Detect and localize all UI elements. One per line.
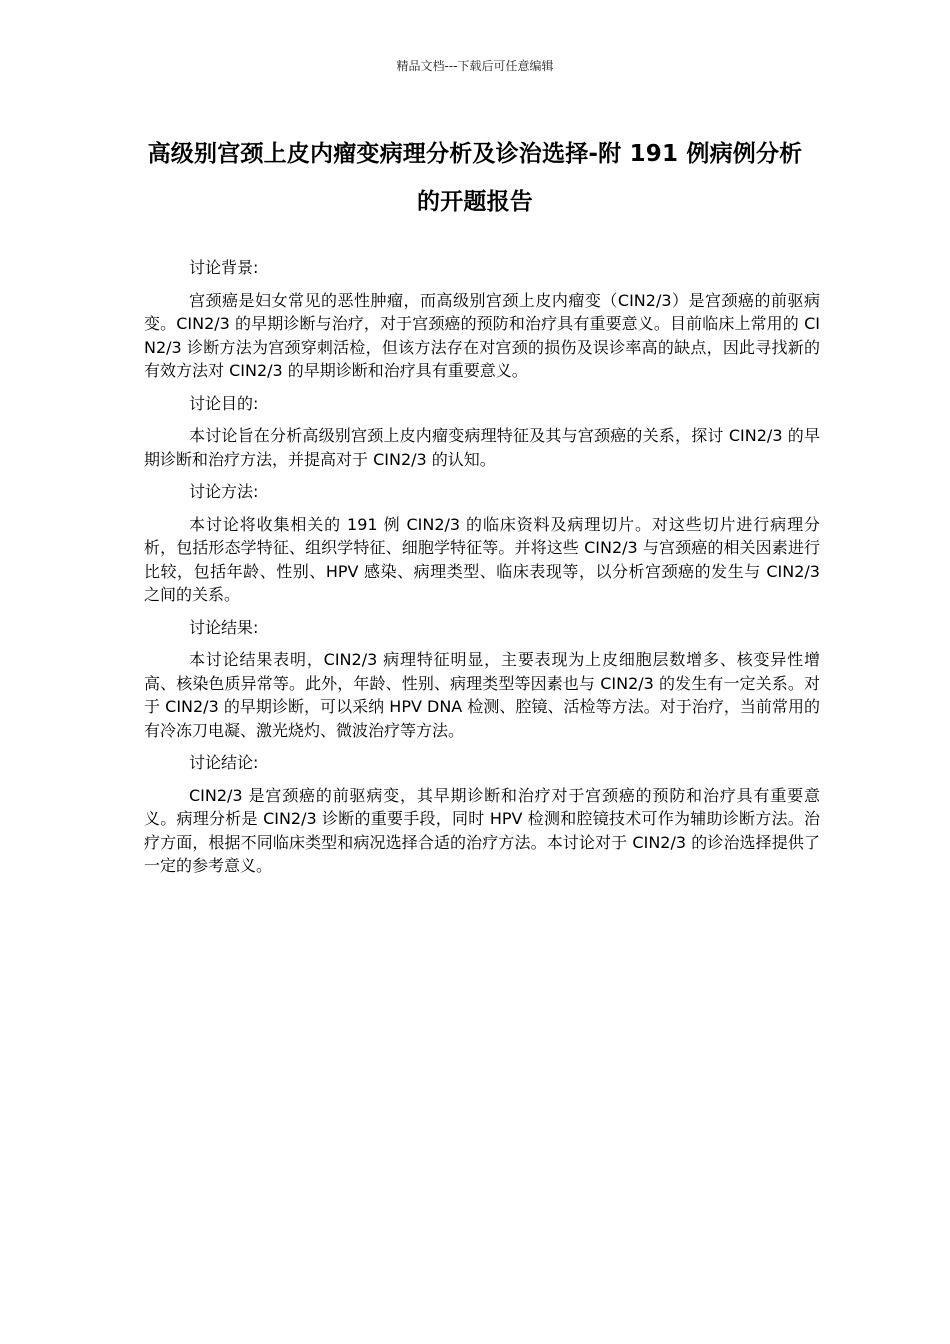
document-title: 高级别宫颈上皮内瘤变病理分析及诊治选择-附 191 例病例分析的开题报告 bbox=[147, 141, 803, 215]
section-label-methods: 讨论方法: bbox=[189, 482, 259, 501]
section-purpose bbox=[144, 392, 820, 472]
section-text-purpose: 本讨论旨在分析高级别宫颈上皮内瘤变病理特征及其与宫颈癌的关系，探讨 CIN2/3 的早期诊断和治疗方法，并提高对于 CIN2/3 的认知。 bbox=[144, 426, 820, 469]
section-label-purpose: 讨论目的: bbox=[189, 393, 259, 413]
section-label-conclusion: 讨论结论: bbox=[189, 753, 259, 772]
document-body bbox=[144, 256, 820, 887]
section-label-background: 讨论背景: bbox=[189, 258, 259, 277]
section-conclusion bbox=[144, 751, 820, 878]
section-text-background: 宫颈癌是妇女常见的恶性肿瘤，而高级别宫颈上皮内瘤变（CIN2/3）是宫颈癌的前驱病变。CIN2/3 的早期诊断与治疗，对于宫颈癌的预防和治疗具有重要意义。目前临床上常用的 CIN2/3 诊断方法为宫颈穿刺活检，但该方法存在对宫颈的损伤及误诊率高的缺点，因此寻找新的有效方法对 CIN2/3 的早期诊断和治疗具有重要意义。 bbox=[144, 290, 820, 380]
section-text-methods: 本讨论将收集相关的 191 例 CIN2/3 的临床资料及病理切片。对这些切片进行病理分析，包括形态学特征、组织学特征、细胞学特征等。并将这些 CIN2/3 与宫颈癌的相关因素进行比较，包括年龄、性别、HPV 感染、病理类型、临床表现等，以分析宫颈癌的发生与 CIN2/3 之间的关系。 bbox=[144, 514, 820, 604]
header-note: 精品文档---下载后可任意编辑 bbox=[396, 59, 554, 73]
section-methods bbox=[144, 480, 820, 607]
section-label-results: 讨论结果: bbox=[189, 617, 259, 637]
section-results bbox=[144, 616, 820, 743]
section-background bbox=[144, 256, 820, 383]
section-text-conclusion: CIN2/3 是宫颈癌的前驱病变，其早期诊断和治疗对于宫颈癌的预防和治疗具有重要意义。病理分析是 CIN2/3 诊断的重要手段，同时 HPV 检测和腔镜技术可作为辅助诊断方法。治疗方面，根据不同临床类型和病况选择合适的治疗方法。本讨论对于 CIN2/3 的诊治选择提供了一定的参考意义。 bbox=[144, 785, 820, 875]
section-text-results: 本讨论结果表明，CIN2/3 病理特征明显，主要表现为上皮细胞层数增多、核变异性增高、核染色质异常等。此外，年龄、性别、病理类型等因素也与 CIN2/3 的发生有一定关系。对于 CIN2/3 的早期诊断，可以采纳 HPV DNA 检测、腔镜、活检等方法。对于治疗，当前常用的有冷冻刀电凝、激光烧灼、微波治疗等方法。 bbox=[144, 650, 820, 740]
